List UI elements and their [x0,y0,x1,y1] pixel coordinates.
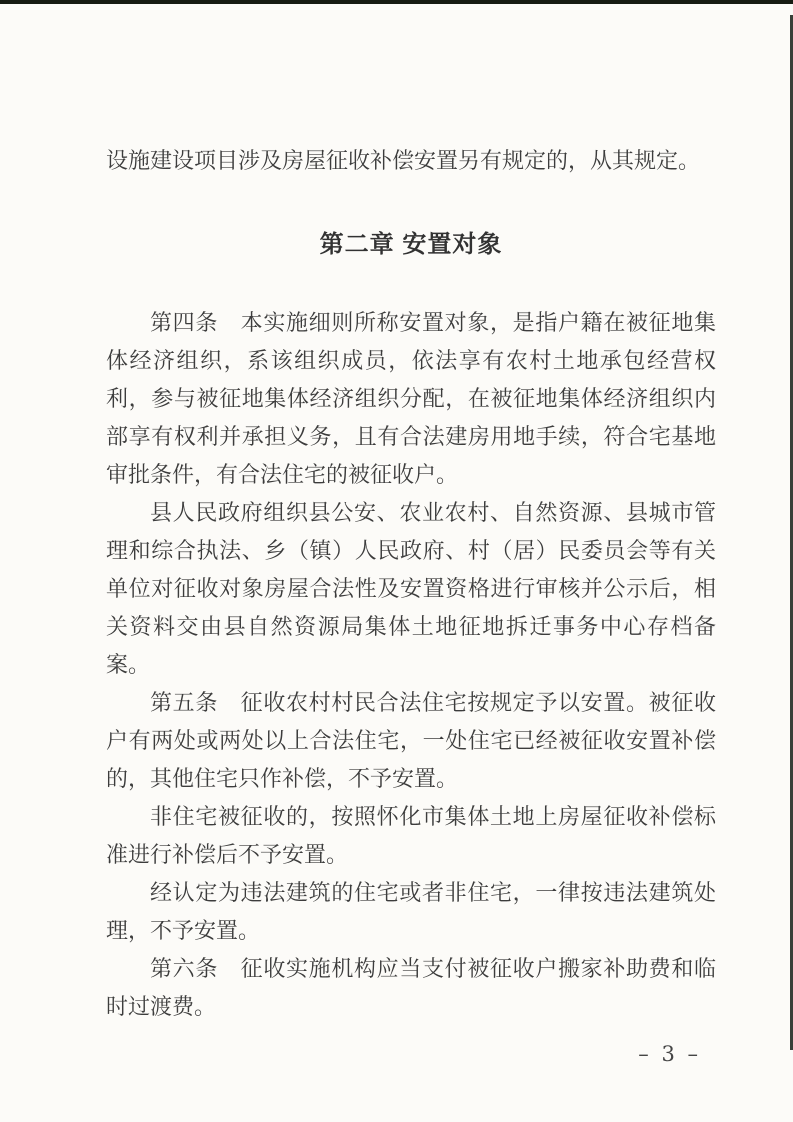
document-body [106,142,716,1026]
page-number: – 3 – [638,1042,701,1066]
paragraph-non-residential: 非住宅被征收的，按照怀化市集体土地上房屋征收补偿标准进行补偿后不予安置。 [106,804,716,867]
scan-border-top [0,0,793,4]
paragraph-article-6-fees: 第六条 征收实施机构应当支付被征收户搬家补助费和临时过渡费。 [106,956,716,1019]
chapter-heading: 第二章 安置对象 [319,231,503,258]
page-footer [0,1042,793,1066]
paragraph-article-4-definition: 第四条 本实施细则所称安置对象，是指户籍在被征地集体经济组织，系该组织成员，依法享有农村土地承包经营权利，参与被征地集体经济组织分配，在被征地集体经济组织内部享有权利并承担义务，且有合法建房用地手续，符合宅基地审批条件，有合法住宅的被征收户。 [106,310,716,487]
paragraph-illegal-building: 经认定为违法建筑的住宅或者非住宅，一律按违法建筑处理，不予安置。 [106,880,716,943]
paragraph-article-5-resettlement: 第五条 征收农村村民合法住宅按规定予以安置。被征收户有两处或两处以上合法住宅，一处住宅已经被征收安置补偿的，其他住宅只作补偿，不予安置。 [106,690,716,791]
paragraph-review-and-filing: 县人民政府组织县公安、农业农村、自然资源、县城市管理和综合执法、乡（镇）人民政府、村（居）民委员会等有关单位对征收对象房屋合法性及安置资格进行审核并公示后，相关资料交由县自然资源局集体土地征地拆迁事务中心存档备案。 [106,500,716,677]
paragraph-continuation: 设施建设项目涉及房屋征收补偿安置另有规定的，从其规定。 [106,148,701,173]
